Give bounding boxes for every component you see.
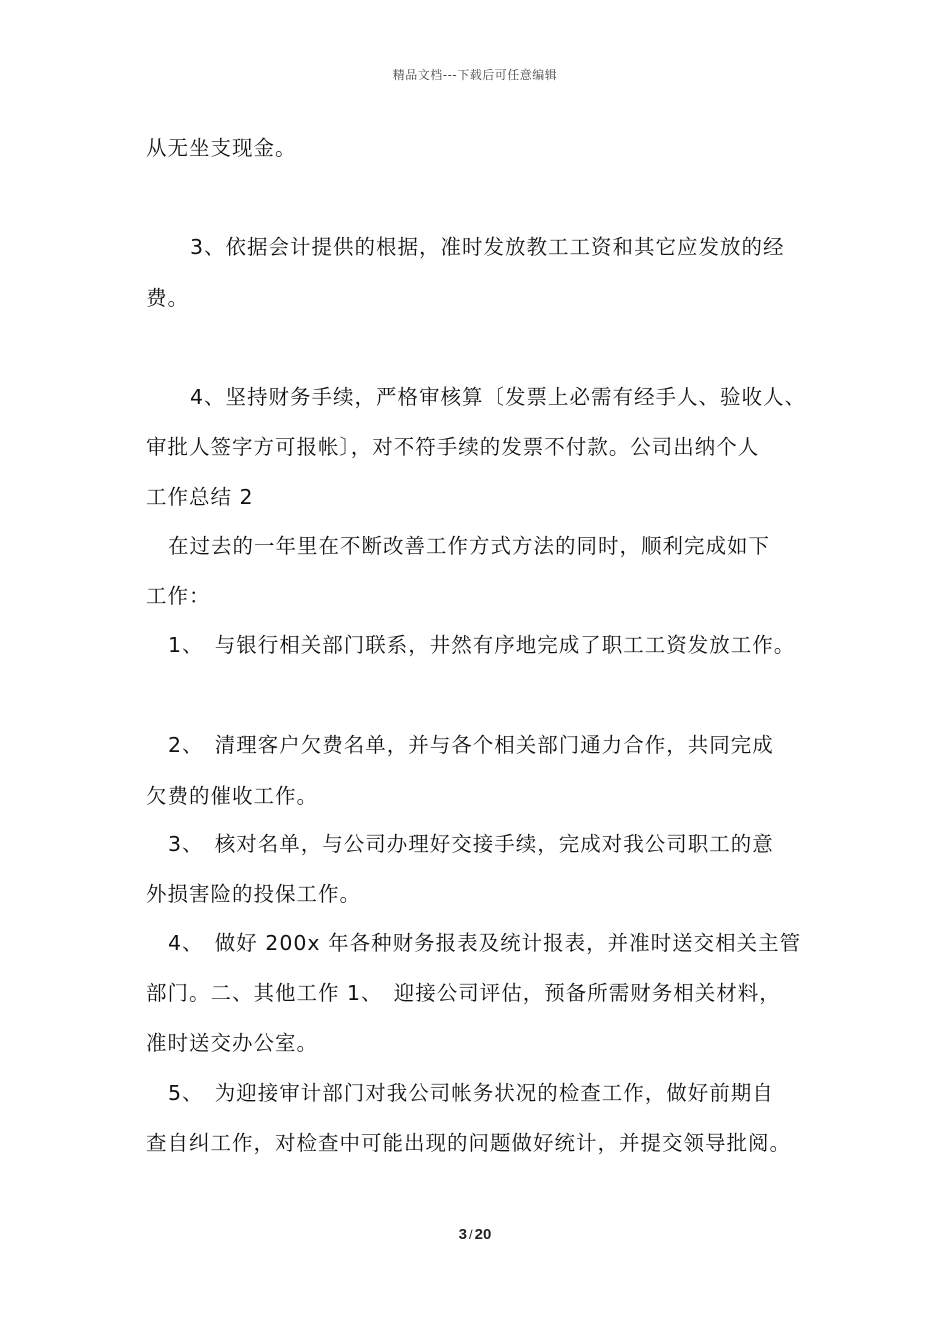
- text-line: 工作：: [146, 584, 211, 608]
- text-line: 4、坚持财务手续，严格审核算〔发票上必需有经手人、验收人、: [190, 385, 807, 409]
- text-line: 3、依据会计提供的根据，准时发放教工工资和其它应发放的经: [190, 235, 785, 259]
- page-separator: /: [469, 1227, 473, 1242]
- page-current: 3: [458, 1226, 468, 1243]
- text-line: 从无坐支现金。: [146, 136, 297, 160]
- page-total: 20: [474, 1226, 492, 1243]
- text-line: 在过去的一年里在不断改善工作方式方法的同时，顺利完成如下: [168, 534, 770, 558]
- text-line: 查自纠工作，对检查中可能出现的问题做好统计，并提交领导批阅。: [146, 1131, 791, 1155]
- text-line: 费。: [146, 286, 189, 310]
- text-line: 4、 做好 200x 年各种财务报表及统计报表，并准时送交相关主管: [168, 931, 802, 955]
- page-number: [0, 1226, 950, 1243]
- text-line: 工作总结 2: [146, 485, 254, 509]
- text-line: 欠费的催收工作。: [146, 784, 318, 808]
- text-line: 1、 与银行相关部门联系，井然有序地完成了职工工资发放工作。: [168, 633, 796, 657]
- text-line: 外损害险的投保工作。: [146, 882, 361, 906]
- text-line: 5、 为迎接审计部门对我公司帐务状况的检查工作，做好前期自: [168, 1081, 774, 1105]
- text-line: 审批人签字方可报帐〕，对不符手续的发票不付款。公司出纳个人: [146, 435, 760, 459]
- text-line: 3、 核对名单，与公司办理好交接手续，完成对我公司职工的意: [168, 832, 774, 856]
- text-line: 部门。二、其他工作 1、 迎接公司评估，预备所需财务相关材料，: [146, 981, 781, 1005]
- text-line: 2、 清理客户欠费名单，并与各个相关部门通力合作，共同完成: [168, 733, 774, 757]
- page-header: 精品文档---下载后可任意编辑: [392, 68, 558, 82]
- text-line: 准时送交办公室。: [146, 1031, 318, 1055]
